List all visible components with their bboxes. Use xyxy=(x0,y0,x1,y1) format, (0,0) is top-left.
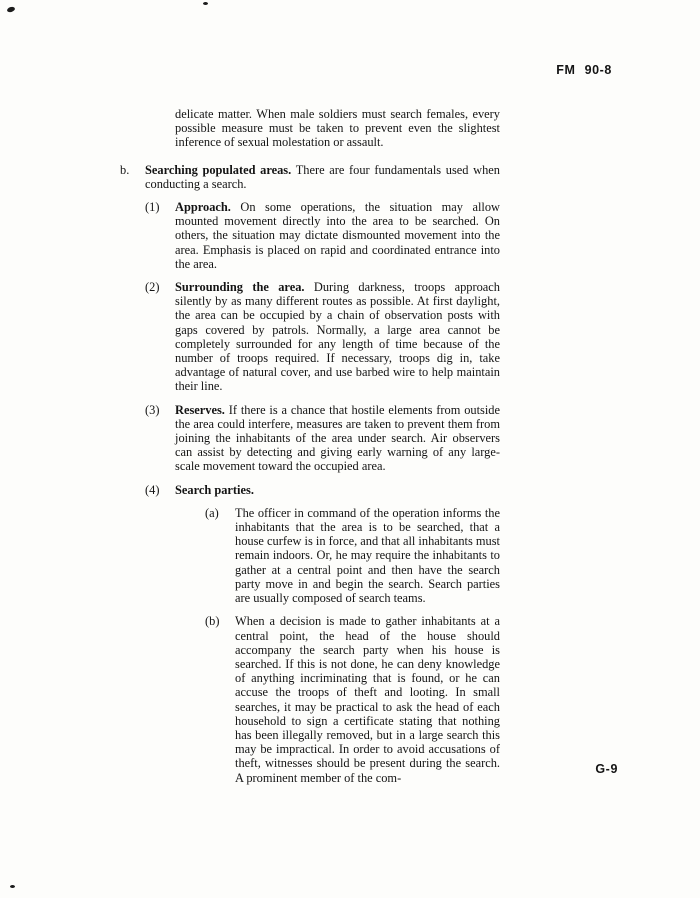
list-item-body: The officer in command of the operation informs the inhabitants that the area is to be searched, that a house curfew is in force, and that all inhabitants must remain indoors. Or, he may require the inhabitants to gather at a central point and then have the search party move in and begin the search. Search parties are usually composed of search teams. xyxy=(235,505,500,606)
page-body xyxy=(120,107,500,794)
list-item-2 xyxy=(145,280,500,394)
list-item-3 xyxy=(145,403,500,474)
list-item-title: Searching populated areas. xyxy=(145,162,292,177)
list-item-body: If there is a chance that hostile elements from outside the area could interfere, measures are taken to prevent them from joining the inhabitants of the area under search. Air observers can assist by detecting and giving early warning of any large-scale movement toward the occupied area. xyxy=(175,402,500,474)
list-item-text xyxy=(175,280,500,394)
list-item-body: There are four fundamentals used when conducting a search. xyxy=(145,162,500,191)
page-header xyxy=(556,63,612,77)
continuation-paragraph: delicate matter. When male soldiers must search females, every possible measure must be taken to prevent even the slightest inference of sexual molestation or assault. xyxy=(175,107,500,150)
scan-artifact-icon xyxy=(6,6,15,13)
list-item-title: Search parties. xyxy=(175,482,254,497)
list-item-label: (2) xyxy=(145,280,160,295)
list-item-1 xyxy=(145,200,500,271)
list-item-label: (b) xyxy=(205,614,220,629)
list-item-label: (4) xyxy=(145,482,160,497)
doc-code-label: FM 90-8 xyxy=(556,63,612,77)
list-item-text xyxy=(175,483,500,497)
list-item-text xyxy=(175,403,500,474)
list-item-b xyxy=(120,163,500,191)
list-item-4a xyxy=(205,506,500,605)
list-item-4 xyxy=(145,483,500,497)
list-item-body: When a decision is made to gather inhabitants at a central point, the head of the house should accompany the search party when his house is searched. If this is not done, he can deny knowledge of anything incriminating that is found, or he can accuse the troops of theft and looting. In small searches, it may be practical to ask the head of each household to sign a certificate stating that nothing has been illegally removed, but in a large search this may be impractical. In order to avoid accusations of theft, witnesses should be present during the search. A prominent member of the com- xyxy=(235,614,500,785)
list-item-label: b. xyxy=(120,162,130,177)
list-item-label: (a) xyxy=(205,505,219,520)
page-number-label: G-9 xyxy=(595,762,618,776)
list-item-body: During darkness, troops approach silently by as many different routes as possible. At first daylight, the area can be occupied by a chain of observation posts with gaps covered by patrols. Normally, a large area cannot be completely surrounded for any length of time because of the number of troops required. If necessary, troops dig in, take advantage of natural cover, and use barbed wire to help maintain their line. xyxy=(175,280,500,394)
list-item-title: Surrounding the area. xyxy=(175,280,305,295)
list-item-label: (3) xyxy=(145,402,160,417)
list-item-4b xyxy=(205,614,500,784)
scan-artifact-icon xyxy=(203,2,208,5)
list-item-title: Reserves. xyxy=(175,402,225,417)
page-footer xyxy=(595,762,618,776)
list-item-text xyxy=(175,200,500,271)
list-item-title: Approach. xyxy=(175,200,231,215)
list-item-text xyxy=(145,163,500,191)
scan-artifact-icon xyxy=(10,885,15,888)
list-item-body: On some operations, the situation may allow mounted movement directly into the area to be searched. On others, the situation may dictate dismounted movement into the area. Emphasis is placed on rapid and coordinated entrance into the area. xyxy=(175,200,500,271)
list-item-label: (1) xyxy=(145,200,160,215)
